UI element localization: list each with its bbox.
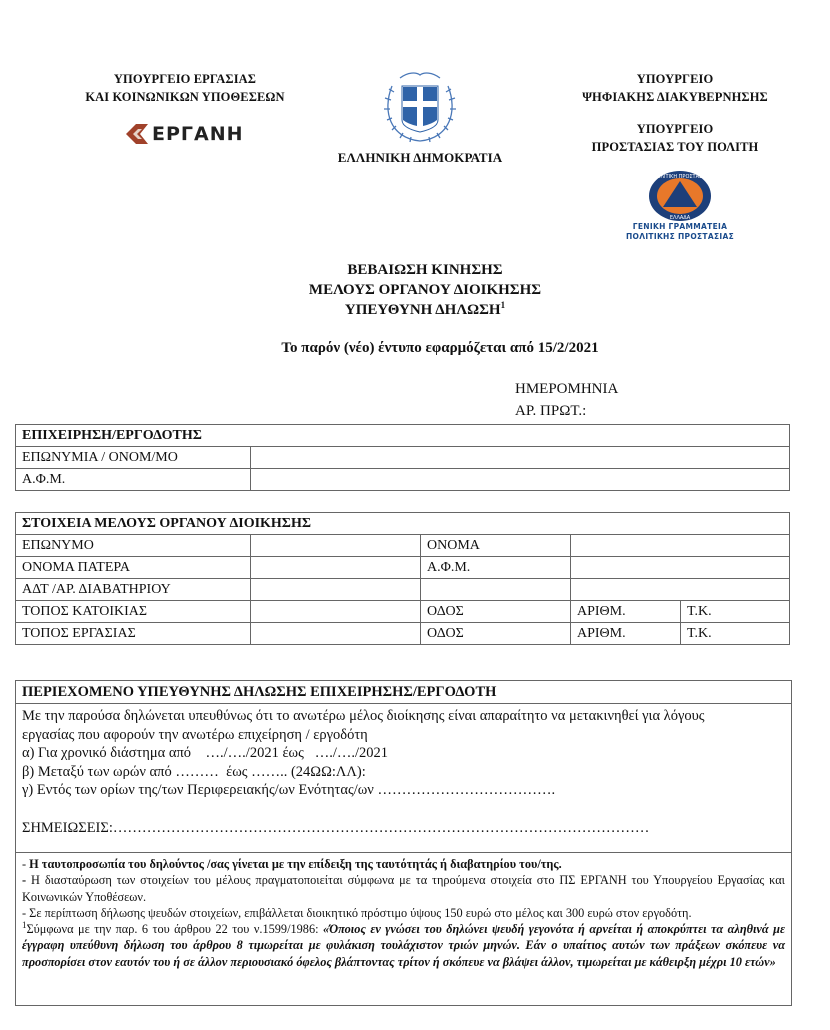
workplace-number-label[interactable]: ΑΡΙΘΜ. <box>571 623 681 645</box>
ministry-labour-line-2: ΚΑΙ ΚΟΙΝΩΝΙΚΩΝ ΥΠΟΘΕΣΕΩΝ <box>85 90 285 104</box>
residence-number-label[interactable]: ΑΡΙΘΜ. <box>571 601 681 623</box>
ergani-logo-text: ΕΡΓΑΝΗ <box>152 123 244 145</box>
ministry-citizen-protection-label <box>555 120 795 156</box>
employer-name-field[interactable] <box>251 447 790 469</box>
father-name-label: ΟΝΟΜΑ ΠΑΤΕΡΑ <box>16 557 251 579</box>
member-afm-label: Α.Φ.Μ. <box>421 557 571 579</box>
surname-label: ΕΠΩΝΥΜΟ <box>16 535 251 557</box>
protocol-number-label: ΑΡ. ΠΡΩΤ.: <box>515 403 587 419</box>
title-line-2: ΜΕΛΟΥΣ ΟΡΓΑΝΟΥ ΔΙΟΙΚΗΣΗΣ <box>308 282 542 298</box>
employer-heading: ΕΠΙΧΕΙΡΗΣΗ/ΕΡΓΟΔΟΤΗΣ <box>16 425 790 447</box>
ministry-digital-line-1: ΥΠΟΥΡΓΕΙΟ <box>636 72 714 86</box>
civil-protection-ring-bottom: ΕΛΛΑΔΑ <box>669 215 691 221</box>
penalty-note: - Σε περίπτωση δήλωσης ψευδών στοιχείων, επιβάλλεται διοικητικό πρόστιμο ύψους 150 ευρώ στο μέλος και 300 ευρώ στον εργοδότη. <box>22 905 692 920</box>
date-label: ΗΜΕΡΟΜΗΝΙΑ <box>515 381 619 397</box>
hellenic-republic-label: ΕΛΛΗΝΙΚΗ ΔΗΜΟΚΡΑΤΙΑ <box>337 150 503 165</box>
crosscheck-dash: - <box>22 873 32 888</box>
ministry-labour-label <box>40 70 330 106</box>
workplace-label: ΤΟΠΟΣ ΕΡΓΑΣΙΑΣ <box>16 623 251 645</box>
table-row <box>16 579 790 601</box>
employer-heading-row <box>16 425 790 447</box>
table-row <box>16 447 790 469</box>
civil-protection-ring-top: ΠΟΛΙΤΙΚΗ ΠΡΟΣΤΑΣΙΑ <box>652 174 708 180</box>
surname-field[interactable] <box>251 535 421 557</box>
greek-emblem <box>380 66 460 146</box>
declaration-intro-line-2: εργασίας που αφορούν την ανωτέρω επιχείρηση / εργοδότη <box>22 726 368 743</box>
meta-block <box>515 378 618 422</box>
civil-protection-emblem-icon <box>645 170 715 222</box>
table-row <box>16 469 790 491</box>
crosscheck-note <box>22 872 785 905</box>
ergani-logo <box>124 122 244 146</box>
crosscheck-note-text: Η διασταύρωση των στοιχείων του μέλους πραγματοποιείται σύμφωνα με τα τηρούμενα στοιχεία στο ΠΣ ΕΡΓΑΝΗ του Υπουργείου Εργασίας και Κοινωνικών Υποθέσεων. <box>22 873 785 904</box>
declaration-box <box>15 680 792 1006</box>
ergani-arrow-icon <box>124 122 150 146</box>
law-footnote-mark: 1 <box>22 920 27 931</box>
residence-field[interactable] <box>251 601 421 623</box>
member-heading: ΣΤΟΙΧΕΙΑ ΜΕΛΟΥΣ ΟΡΓΑΝΟΥ ΔΙΟΙΚΗΣΗΣ <box>16 513 790 535</box>
table-row <box>16 557 790 579</box>
ministry-citizen-line-2: ΠΡΟΣΤΑΣΙΑΣ ΤΟΥ ΠΟΛΙΤΗ <box>591 140 759 154</box>
member-heading-row <box>16 513 790 535</box>
residence-label: ΤΟΠΟΣ ΚΑΤΟΙΚΙΑΣ <box>16 601 251 623</box>
civil-protection-logo <box>645 170 715 220</box>
table-row <box>16 535 790 557</box>
name-field[interactable] <box>571 535 790 557</box>
law-intro: Σύμφωνα με την παρ. 6 του άρθρου 22 του ν.1599/1986: <box>26 922 323 937</box>
period-field[interactable]: α) Για χρονικό διάστημα από …./…./2021 έως …./…./2021 <box>22 745 388 762</box>
workplace-field[interactable] <box>251 623 421 645</box>
title-line-3 <box>215 300 635 320</box>
spacer <box>22 800 785 819</box>
residence-street-label[interactable]: ΟΔΟΣ <box>421 601 571 623</box>
ministry-digital-label <box>555 70 795 106</box>
title-line-3-text: ΥΠΕΥΘΥΝΗ ΔΗΛΩΣΗ <box>344 302 501 318</box>
employer-afm-field[interactable] <box>251 469 790 491</box>
id-passport-label: ΑΔΤ /ΑΡ. ΔΙΑΒΑΤΗΡΙΟΥ <box>16 579 251 601</box>
father-name-field[interactable] <box>251 557 421 579</box>
footnotes <box>16 852 791 974</box>
identity-note-text: Η ταυτοπροσωπία του δηλούντος /σας γίνεται με την επίδειξη της ταυτότητάς ή διαβατηρίου του/της. <box>29 857 562 871</box>
employer-afm-label: Α.Φ.Μ. <box>16 469 251 491</box>
notes-field[interactable]: ΣΗΜΕΙΩΣΕΙΣ:………………………………………………………………………………………………… <box>22 819 650 836</box>
ministry-labour-line-1: ΥΠΟΥΡΓΕΙΟ ΕΡΓΑΣΙΑΣ <box>113 72 257 86</box>
workplace-street-label[interactable]: ΟΔΟΣ <box>421 623 571 645</box>
civil-caption-line-1: ΓΕΝΙΚΗ ΓΡΑΜΜΑΤΕΙΑ <box>632 222 728 231</box>
civil-caption-line-2: ΠΟΛΙΤΙΚΗΣ ΠΡΟΣΤΑΣΙΑΣ <box>625 232 734 241</box>
law-quote: «Όποιος εν γνώσει του δηλώνει ψευδή γεγονότα ή αρνείται ή αποκρύπτει τα αληθινά με έγγραφη υπεύθυνη δήλωση του άρθρου 8 τιμωρείται με φυλάκιση τουλάχιστον τριών μηνών. Εάν ο υπαίτιος αυτών των πράξεων σκόπευε να προσπορίσει στον εαυτόν του ή σε άλλον περιουσιακό όφελος βλάπτοντας τρίτον ή σκόπευε να βλάψει άλλον, τιμωρείται με κάθειρξη μέχρι 10 ετών» <box>22 922 786 969</box>
declaration-heading: ΠΕΡΙΕΧΟΜΕΝΟ ΥΠΕΥΘΥΝΗΣ ΔΗΛΩΣΗΣ ΕΠΙΧΕΙΡΗΣΗΣ/ΕΡΓΟΔΟΤΗ <box>16 681 791 704</box>
id-passport-field[interactable] <box>251 579 421 601</box>
ministry-citizen-line-1: ΥΠΟΥΡΓΕΙΟ <box>636 122 714 136</box>
member-table <box>15 512 790 645</box>
id-passport-extra-field[interactable] <box>421 579 571 601</box>
employer-name-label: ΕΠΩΝΥΜΙΑ / ΟΝΟΜ/ΜΟ <box>16 447 251 469</box>
law-note <box>22 921 785 970</box>
employer-table <box>15 424 790 491</box>
title-line-1: ΒΕΒΑΙΩΣΗ ΚΙΝΗΣΗΣ <box>347 262 503 278</box>
document-title <box>215 260 635 320</box>
civil-protection-caption <box>620 222 740 242</box>
ministry-digital-line-2: ΨΗΦΙΑΚΗΣ ΔΙΑΚΥΒΕΡΝΗΣΗΣ <box>582 90 768 104</box>
greek-coat-of-arms-icon <box>380 66 460 146</box>
id-passport-extra-field-2[interactable] <box>571 579 790 601</box>
validity-subtitle: Το παρόν (νέο) έντυπο εφαρμόζεται από 15/2/2021 <box>281 340 599 356</box>
workplace-postcode-label[interactable]: Τ.Κ. <box>681 623 790 645</box>
table-row <box>16 623 790 645</box>
declaration-body <box>16 704 791 836</box>
table-row <box>16 601 790 623</box>
residence-postcode-label[interactable]: Τ.Κ. <box>681 601 790 623</box>
regional-units-field[interactable]: γ) Εντός των ορίων της/των Περιφερειακής/ων Ενότητας/ων ………………………………. <box>22 782 556 799</box>
name-label: ΟΝΟΜΑ <box>421 535 571 557</box>
hours-field[interactable]: β) Μεταξύ των ωρών από ……… έως …….. (24ΩΩ:ΛΛ): <box>22 763 366 780</box>
identity-dash: - <box>22 857 30 871</box>
identity-note <box>22 856 785 872</box>
footnote-mark: 1 <box>500 300 506 310</box>
declaration-intro-line-1: Με την παρούσα δηλώνεται υπευθύνως ότι το ανωτέρω μέλος διοίκησης είναι απαραίτητο να μετακινηθεί για λόγους <box>22 708 705 724</box>
member-afm-field[interactable] <box>571 557 790 579</box>
